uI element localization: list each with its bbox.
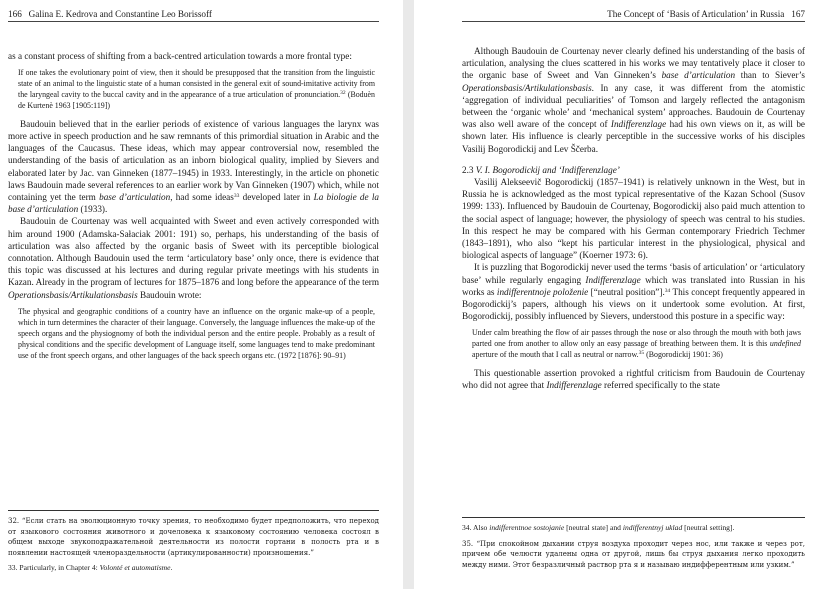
footnote-ref[interactable]: 33 bbox=[233, 193, 240, 200]
right-body bbox=[462, 45, 805, 392]
footnote-32: 32. “Если стать на эволюционную точку зрения, то необходимо будет предположить, что переход от языкового состояния животного и дочеловека к языковому состоянию человека состоял в общем выходе звукоподражательной деятельности из полости гортани в полость рта и в появлении настоящей членораздельности (артикулированности) произношения.” bbox=[8, 517, 379, 557]
footnote-ref[interactable]: 35 bbox=[638, 350, 645, 357]
running-title: The Concept of ‘Basis of Articulation’ in Russia 167 bbox=[607, 9, 805, 19]
left-body bbox=[8, 50, 379, 361]
footnotes-left bbox=[0, 510, 403, 579]
footnote-ref[interactable]: 32 bbox=[340, 90, 346, 97]
paragraph: Baudouin de Courtenay was well acquainted with Sweet and even actively corresponded with him around 1900 (Adamska-Sałaciak 2001: 191) so, perhaps, his understanding of the basis of articulation was also affected by the organic basis of Sweet with its perceptible biological connotation. Although Baudouin used the term ‘articulatory base’ only once, there is evidence that this topic was discussed at his lectures and during regular private meetings with his students in Kazan. Already in the program of lectures for 1875–1876 and long before the appearance of the term Operationsbasis/Artikulationsbasis Baudouin wrote: bbox=[8, 216, 379, 300]
paragraph: Baudouin believed that in the earlier periods of existence of various languages the larynx was more active in speech production and he saw remnants of this primordial situation in Arabic and the languages of the Caucasus. These ideas, which may appear controversial now, resembled the understanding of the basis of articulation as an inborn biological quality, implied by Sievers and elaborated later by Jac. van Ginneken (1877–1945) in 1933. Interestingly, in the article on phonetic laws Baudouin made several references to an earlier work by Van Ginneken (1907) which, while not containing yet the term base d’articulation, had some ideas$^{33}$ developed later in La biologie de la base d’articulation (1933). bbox=[8, 118, 379, 215]
footnote-rule bbox=[8, 510, 379, 511]
footnote-rule bbox=[462, 517, 805, 518]
paragraph: as a constant process of shifting from a back-centred articulation towards a more frontal type: bbox=[8, 51, 352, 61]
page-number-left: 166 Galina E. Kedrova and Constantine Leo Borissoff bbox=[8, 9, 212, 19]
left-page bbox=[0, 0, 403, 589]
footnote-34: 34. Also indifferentnoe sostojanie [neutral state] and indifferentnyj uklad [neutral setting]. bbox=[462, 523, 735, 532]
footnote-ref[interactable]: 34 bbox=[664, 287, 671, 294]
page-number-right: 167 bbox=[791, 9, 805, 19]
running-head-right bbox=[462, 6, 805, 22]
block-quote: Under calm breathing the flow of air passes through the nose or also through the mouth with both jaws parted one from another to allow only an easy passage of breathing between them. It is this undefined aperture of the mouth that I call as neutral or narrow.$^{35}$ (Bogorodickij 1901: 36) bbox=[472, 328, 801, 360]
block-quote: If one takes the evolutionary point of view, then it should be presupposed that the transition from the linguistic state of an animal to the linguistic state of a human consisted in the general exit of sound-imitative activity from the laryngeal cavity to the buccal cavity and in the appearance of a true articulation of pronunciation.$^{32}$ (Boduèn de Kurtenè 1963 [1905:119]) bbox=[18, 68, 375, 110]
footnote-35: 35. “При спокойном дыхании струя воздуха проходит через нос, или также и через рот, причем обе челюсти удалены одна от другой, лишь бы струя дыхания легко проходить между ними. Этот безразличный раствор рта я и называю индифферентным или узким.” bbox=[462, 539, 805, 569]
block-quote: The physical and geographic conditions of a country have an influence on the organic make-up of a people, which in turn determines the character of their language. Conversely, the language influences the make-up of the speech organs and the physiognomy of both the individual person and the entire people. Probably as a result of physical conditions and the specific development of Language itself, some languages tend to make predominant use of the front speech organs, and other languages of the back speech organs etc. (1972 [1876]: 90–91) bbox=[18, 306, 375, 360]
section-heading: 2.3 V. I. Bogorodickij and ‘Indifferenzlage’ bbox=[462, 164, 620, 175]
footnote-33: 33. Particularly, in Chapter 4: Volonté et automatisme. bbox=[8, 563, 173, 573]
running-head-left bbox=[8, 6, 379, 22]
footnotes-right bbox=[414, 517, 817, 575]
paragraph: Although Baudouin de Courtenay never clearly defined his understanding of the basis of articulation, analysing the clues scattered in his works we may tentatively place it closer to the organic base of Sweet and Van Ginneken’s base d’articulation than to Siever’s Operationsbasis/Artikulationsbasis. In any case, it was different from the atomistic ‘aggregation of individual peculiarities’ of Tomson and largely reflected the antagonism between the ‘organic whole’ and ‘mechanical system’ approaches. Baudouin de Courtenay was also well aware of the concept of Indifferenzlage had his own views on it, as will be shown later. His influence is clearly perceptible in the successive works of his disciples Vasilij Bogorodickij and Lev Ščerba. bbox=[462, 46, 805, 154]
right-page bbox=[414, 0, 817, 589]
paragraph: Vasilij Alekseevič Bogorodickij (1857–1941) is relatively unknown in the West, but in Russia he is acknowledged as the most typical representative of the Kazan School (Susov 1999: 133). Influenced by Baudouin de Courtenay, Bogorodickij also paid much attention to the social aspect of language; however, the physiology of speech was central to his studies. In this respect he may be compared with his German contemporary Friedrich Techmer (1843–1891), who also “kept his particular interest in the physiological, physical and biological aspects of language” (Koerner 1973: 6). bbox=[462, 177, 805, 261]
paragraph: This questionable assertion provoked a rightful criticism from Baudouin de Courtenay who did not agree that Indifferenzlage referred specifically to the state bbox=[462, 368, 805, 391]
paragraph: It is puzzling that Bogorodickij never used the terms ‘basis of articulation’ or ‘articulatory base’ while regularly engaging Indifferenzlage which was translated into Russian in his works as indifferentnoje položenie [“neutral position”].$^{34}$ This concept frequently appeared in Bogorodickij’s papers, although his views on it undertook some evolution. At first, Bogorodickij, possibly influenced by Sievers, understood this posture in a specific way: bbox=[462, 262, 805, 322]
